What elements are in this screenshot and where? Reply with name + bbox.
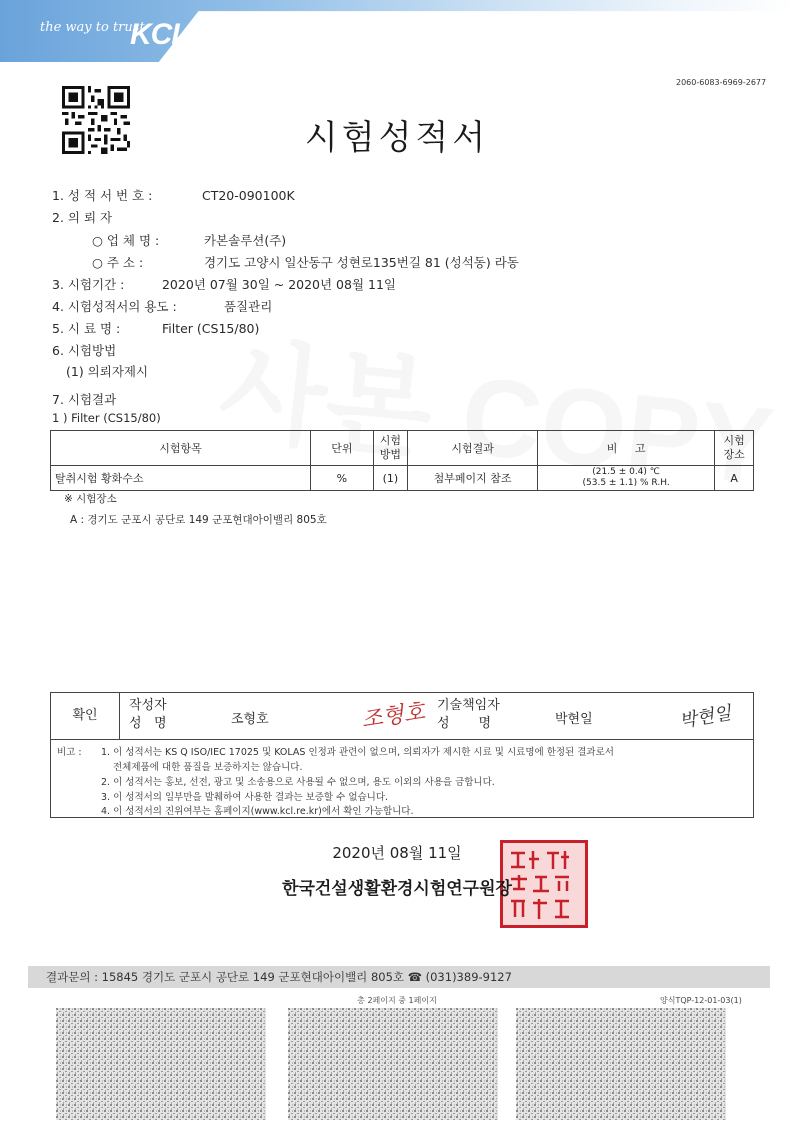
- tech-manager-label: 기술책임자: [437, 698, 500, 713]
- writer-label: 작성자: [129, 698, 167, 713]
- header-remark: 비 고: [537, 431, 714, 466]
- purpose-value: 품질관리: [223, 299, 273, 314]
- client-heading: 2. 의 뢰 자: [52, 210, 113, 225]
- remarks-box: [50, 740, 754, 818]
- document-title: 시험성적서: [304, 118, 490, 158]
- tech-labels: [437, 697, 500, 733]
- tech-manager-name: 박현일: [555, 712, 593, 727]
- report-number-label: 1. 성 적 서 번 호 :: [52, 188, 153, 203]
- tech-signature: 박현일: [677, 702, 733, 733]
- test-place-note: ※ 시험장소: [64, 493, 117, 505]
- header-method: 시험 방법: [373, 431, 408, 466]
- test-period-row: [52, 275, 396, 293]
- company-value: 카본솔루션(주): [203, 233, 287, 248]
- remark-4: 4. 이 성적서의 진위여부는 홈페이지(www.kcl.re.kr)에서 확인 가능합니다.: [101, 806, 414, 817]
- remark-3: 3. 이 성적서의 일부만을 발췌하여 사용한 결과는 보증할 수 없습니다.: [101, 792, 389, 803]
- test-method-heading: 6. 시험방법: [52, 343, 117, 358]
- result-subheading: 1 ) Filter (CS15/80): [52, 411, 161, 425]
- header-item: 시험항목: [51, 431, 311, 466]
- confirm-label: 확인: [51, 693, 120, 739]
- test-period-label: 3. 시험기간 :: [52, 277, 125, 292]
- remarks-label: 비고 :: [57, 747, 82, 758]
- cell-method: (1): [373, 466, 408, 491]
- address-label: ○ 주 소 :: [92, 255, 144, 270]
- report-number-value: CT20-090100K: [201, 188, 295, 203]
- purpose-label: 4. 시험성적서의 용도 :: [52, 299, 177, 314]
- form-number: 양식TQP-12-01-03(1): [660, 996, 742, 1005]
- security-pattern-right: [516, 1008, 726, 1120]
- company-row: [92, 231, 286, 249]
- address-value: 경기도 고양시 일산동구 성현로135번길 81 (성석동) 라동: [203, 255, 519, 270]
- sample-value: Filter (CS15/80): [161, 321, 260, 336]
- remark-humidity: (53.5 ± 1.1) % R.H.: [582, 478, 670, 488]
- test-period-value: 2020년 07월 30일 ~ 2020년 08월 11일: [161, 277, 396, 292]
- cell-result: 첨부페이지 참조: [408, 466, 538, 491]
- test-place-value: A : 경기도 군포시 공단로 149 군포현대아이밸리 805호: [70, 514, 327, 526]
- remark-2: 2. 이 성적서는 홍보, 선전, 광고 및 소송용으로 사용될 수 없으며, 용도 이외의 사용을 금합니다.: [101, 777, 495, 788]
- header-unit: 단위: [311, 431, 373, 466]
- remark-1-cont: 전체제품에 대한 품질을 보증하지는 않습니다.: [113, 762, 303, 773]
- header-result: 시험결과: [408, 431, 538, 466]
- test-result-heading: 7. 시험결과: [52, 392, 117, 407]
- remark-1: 1. 이 성적서는 KS Q ISO/IEC 17025 및 KOLAS 인정과 관련이 없으며, 의뢰자가 제시한 시료 및 시료명에 한정된 결과로서: [101, 747, 614, 758]
- cell-item: 탈취시험 황화수소: [51, 466, 311, 491]
- purpose-row: [52, 297, 272, 315]
- cell-place: A: [715, 466, 754, 491]
- issue-date: 2020년 08월 11일: [332, 844, 462, 862]
- table-header-row: [51, 431, 754, 466]
- cell-unit: %: [311, 466, 373, 491]
- kcl-logo: KCL: [130, 18, 189, 51]
- report-number-row: [52, 186, 295, 204]
- document-number: 2060-6083-6969-2677: [676, 78, 767, 87]
- contact-footer: 결과문의 : 15845 경기도 군포시 공단로 149 군포현대아이밸리 805호 ☎ (031)389-9127: [28, 966, 770, 988]
- header-place: 시험 장소: [715, 431, 754, 466]
- address-row: [92, 253, 519, 271]
- cell-remark: [537, 466, 714, 491]
- writer-name: 조형호: [231, 712, 269, 727]
- security-pattern-left: [56, 1008, 266, 1120]
- issuing-organization: 한국건설생활환경시험연구원장: [282, 879, 512, 899]
- writer-name-label: 성 명: [129, 716, 167, 731]
- writer-signature: 조형호: [359, 699, 427, 734]
- test-method-value: (1) 의뢰자제시: [66, 364, 149, 379]
- result-table: [50, 430, 754, 491]
- page-number: 총 2페이지 중 1페이지: [357, 996, 437, 1005]
- writer-labels: [129, 697, 167, 733]
- security-pattern-middle: [288, 1008, 498, 1120]
- confirmation-box: [50, 692, 754, 740]
- table-row: [51, 466, 754, 491]
- company-label: ○ 업 체 명 :: [92, 233, 160, 248]
- tech-name-label: 성 명: [437, 716, 492, 731]
- header-slogan: the way to trust: [40, 20, 145, 35]
- remark-temperature: (21.5 ± 0.4) ℃: [592, 467, 660, 477]
- sample-row: [52, 319, 259, 337]
- sample-label: 5. 시 료 명 :: [52, 321, 121, 336]
